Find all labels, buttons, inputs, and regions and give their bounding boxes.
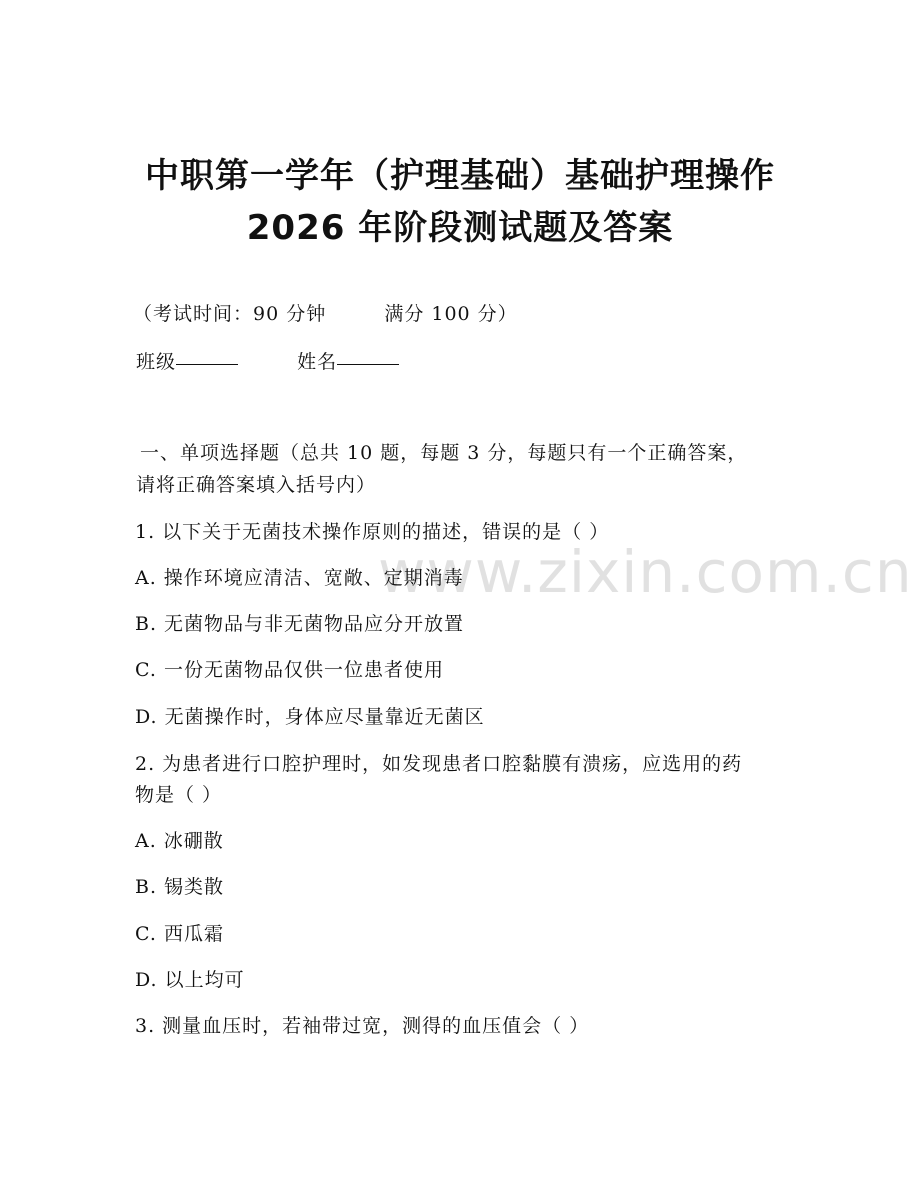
question-1-option-c: C. 一份无菌物品仅供一位患者使用 (135, 659, 444, 681)
class-blank[interactable] (176, 364, 238, 365)
section-title-line-1: 一、单项选择题（总共 10 题，每题 3 分，每题只有一个正确答案， (140, 442, 748, 464)
question-1-option-d: D. 无菌操作时，身体应尽量靠近无菌区 (135, 706, 485, 728)
question-1-option-a: A. 操作环境应清洁、宽敞、定期消毒 (135, 567, 464, 589)
full-score: 满分 100 分） (384, 303, 518, 325)
question-2-stem-line-1: 2. 为患者进行口腔护理时，如发现患者口腔黏膜有溃疡，应选用的药 (135, 753, 743, 775)
question-2-option-d: D. 以上均可 (135, 969, 245, 991)
class-field (136, 350, 238, 374)
name-label: 姓名 (297, 351, 338, 373)
question-2-stem-line-2: 物是（ ） (135, 784, 223, 806)
question-3-stem: 3. 测量血压时，若袖带过宽，测得的血压值会（ ） (135, 1015, 590, 1037)
question-2-option-a: A. 冰硼散 (135, 830, 224, 852)
document-title-line-2: 2026 年阶段测试题及答案 (246, 208, 674, 248)
exam-meta (133, 302, 518, 326)
student-info-fields (136, 350, 399, 374)
watermark-text: www.zixin.com.cn (378, 538, 913, 606)
name-blank[interactable] (337, 364, 399, 365)
exam-time: （考试时间：90 分钟 (133, 303, 327, 325)
question-2-option-c: C. 西瓜霜 (135, 923, 224, 945)
question-2-option-b: B. 锡类散 (135, 876, 225, 898)
section-title-line-2: 请将正确答案填入括号内） (136, 474, 377, 496)
document-title-line-1: 中职第一学年（护理基础）基础护理操作 (145, 156, 775, 196)
name-field (297, 350, 399, 374)
question-1-option-b: B. 无菌物品与非无菌物品应分开放置 (135, 613, 465, 635)
question-1-stem: 1. 以下关于无菌技术操作原则的描述，错误的是（ ） (135, 521, 610, 543)
class-label: 班级 (136, 351, 177, 373)
